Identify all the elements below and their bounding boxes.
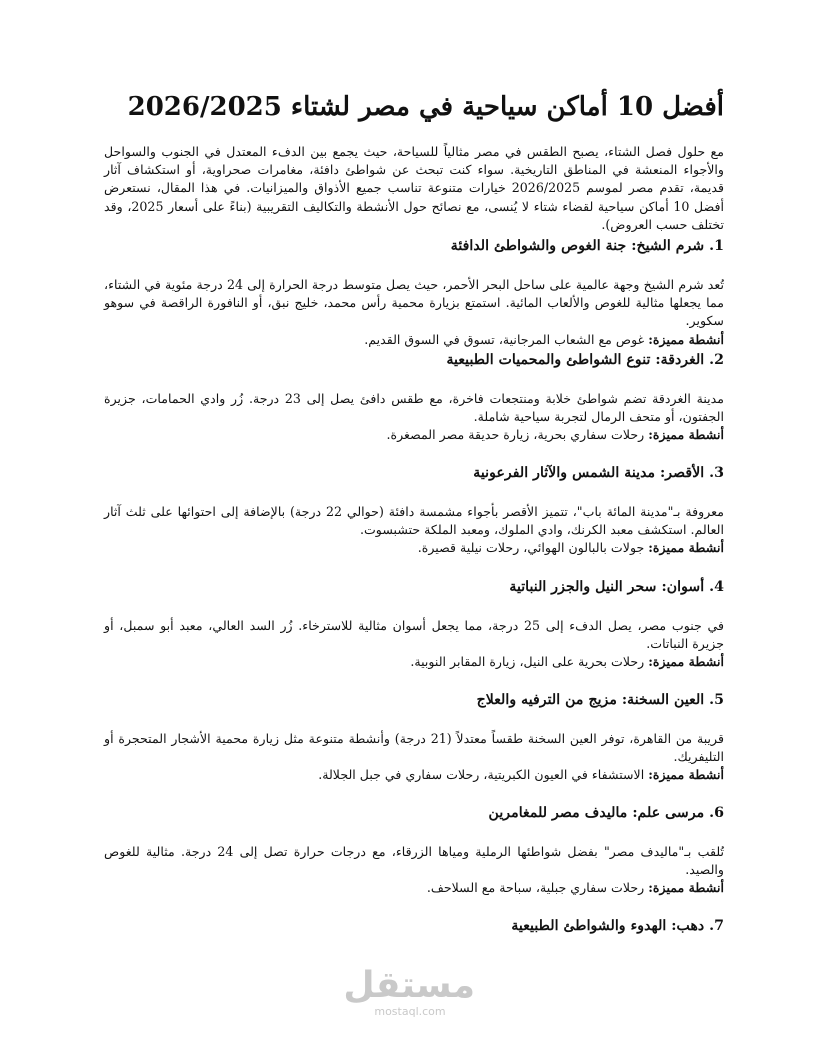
mostaql-watermark xyxy=(345,966,475,1018)
section-heading: 3. الأقصر: مدينة الشمس والآثار الفرعونية xyxy=(473,465,724,481)
section-hurghada xyxy=(104,350,724,445)
section-aswan xyxy=(104,577,724,672)
section-marsa-alam xyxy=(104,803,724,898)
activities-label: أنشطة مميزة: xyxy=(648,880,724,896)
activities-label: أنشطة مميزة: xyxy=(648,331,724,347)
section-activities xyxy=(104,653,724,671)
document-title: أفضل 10 أماكن سياحية في مصر لشتاء 2026/2025 xyxy=(127,92,724,122)
activities-label: أنشطة مميزة: xyxy=(648,427,724,443)
section-body: في جنوب مصر، يصل الدفء إلى 25 درجة، مما يجعل أسوان مثالية للاسترخاء. زُر السد العالي، معبد أبو سمبل، أو جزيرة النباتات. xyxy=(104,618,724,652)
section-activities xyxy=(104,539,724,557)
section-luxor xyxy=(104,463,724,558)
activities-text: غوص مع الشعاب المرجانية، تسوق في السوق القديم. xyxy=(364,331,645,347)
section-heading: 1. شرم الشيخ: جنة الغوص والشواطئ الدافئة xyxy=(450,238,724,254)
watermark-latin: mostaql.com xyxy=(374,1005,446,1018)
section-heading: 6. مرسى علم: ماليدف مصر للمغامرين xyxy=(488,805,724,821)
section-body: مدينة الغردقة تضم شواطئ خلابة ومنتجعات فاخرة، مع طقس دافئ يصل إلى 23 درجة. زُر وادي الحمامات، جزيرة الجفتون، أو متحف الرمال لتجربة سياحية شاملة. xyxy=(104,391,724,425)
activities-text: رحلات سفاري جبلية، سباحة مع السلاحف. xyxy=(426,880,645,896)
section-heading: 5. العين السخنة: مزيج من الترفيه والعلاج xyxy=(476,692,724,708)
activities-text: جولات بالبالون الهوائي، رحلات نيلية قصيرة. xyxy=(417,540,645,556)
section-dahab xyxy=(104,916,724,936)
activities-text: رحلات سفاري بحرية، زيارة حديقة مصر المصغرة. xyxy=(386,427,645,443)
section-ain-sokhna xyxy=(104,690,724,785)
activities-label: أنشطة مميزة: xyxy=(648,767,724,783)
activities-label: أنشطة مميزة: xyxy=(648,540,724,556)
watermark-arabic: مستقل xyxy=(343,965,475,1006)
section-activities xyxy=(104,879,724,897)
section-body: معروفة بـ"مدينة المائة باب"، تتميز الأقصر بأجواء مشمسة دافئة (حوالي 22 درجة) بالإضافة إلى احتوائها على ثلث آثار العالم. استكشف معبد الكرنك، وادي الملوك، ومعبد الملكة حتشبسوت. xyxy=(104,504,725,538)
activities-text: الاستشفاء في العيون الكبريتية، رحلات سفاري في جبل الجلالة. xyxy=(318,767,645,783)
activities-label: أنشطة مميزة: xyxy=(648,654,724,670)
section-activities xyxy=(104,331,724,349)
section-sharm xyxy=(104,236,724,349)
section-heading: 7. دهب: الهدوء والشواطئ الطبيعية xyxy=(511,918,724,934)
activities-text: رحلات بحرية على النيل، زيارة المقابر النوبية. xyxy=(410,654,645,670)
section-activities xyxy=(104,426,724,444)
section-activities xyxy=(104,766,724,784)
section-heading: 2. الغردقة: تنوع الشواطئ والمحميات الطبيعية xyxy=(446,352,724,368)
section-body: تُلقب بـ"ماليدف مصر" بفضل شواطئها الرملية ومياها الزرقاء، مع درجات حرارة تصل إلى 24 درجة. مثالية للغوص والصيد. xyxy=(104,844,724,878)
section-heading: 4. أسوان: سحر النيل والجزر النباتية xyxy=(509,579,724,595)
section-body: تُعد شرم الشيخ وجهة عالمية على ساحل البحر الأحمر، حيث يصل متوسط درجة الحرارة إلى 24 درجة مئوية في الشتاء، مما يجعلها مثالية للغوص والألعاب المائية. استمتع بزيارة محمية رأس محمد، خليج نبق، أو النافورة الراقصة في سوهو سكوير. xyxy=(104,277,725,329)
section-body: قريبة من القاهرة، توفر العين السخنة طقساً معتدلاً (21 درجة) وأنشطة متنوعة مثل زيارة محمية الأشجار المتحجرة أو التليفريك. xyxy=(104,731,724,765)
intro-paragraph: مع حلول فصل الشتاء، يصبح الطقس في مصر مثالياً للسياحة، حيث يجمع بين الدفء المعتدل في الجنوب والسواحل والأجواء المنعشة في المناطق التاريخية. سواء كنت تبحث عن شواطئ دافئة، مغامرات صحراوية، أو استكشاف آثار قديمة، تقدم مصر لموسم 2026/2025 خيارات متنوعة تناسب جميع الأذواق والميزانيات. في هذا المقال، نستعرض أفضل 10 أماكن سياحية لقضاء شتاء لا يُنسى، مع نصائح حول الأنشطة والتكاليف التقريبية (بناءً على أسعار 2025، وقد تختلف حسب العروض). xyxy=(104,144,725,232)
